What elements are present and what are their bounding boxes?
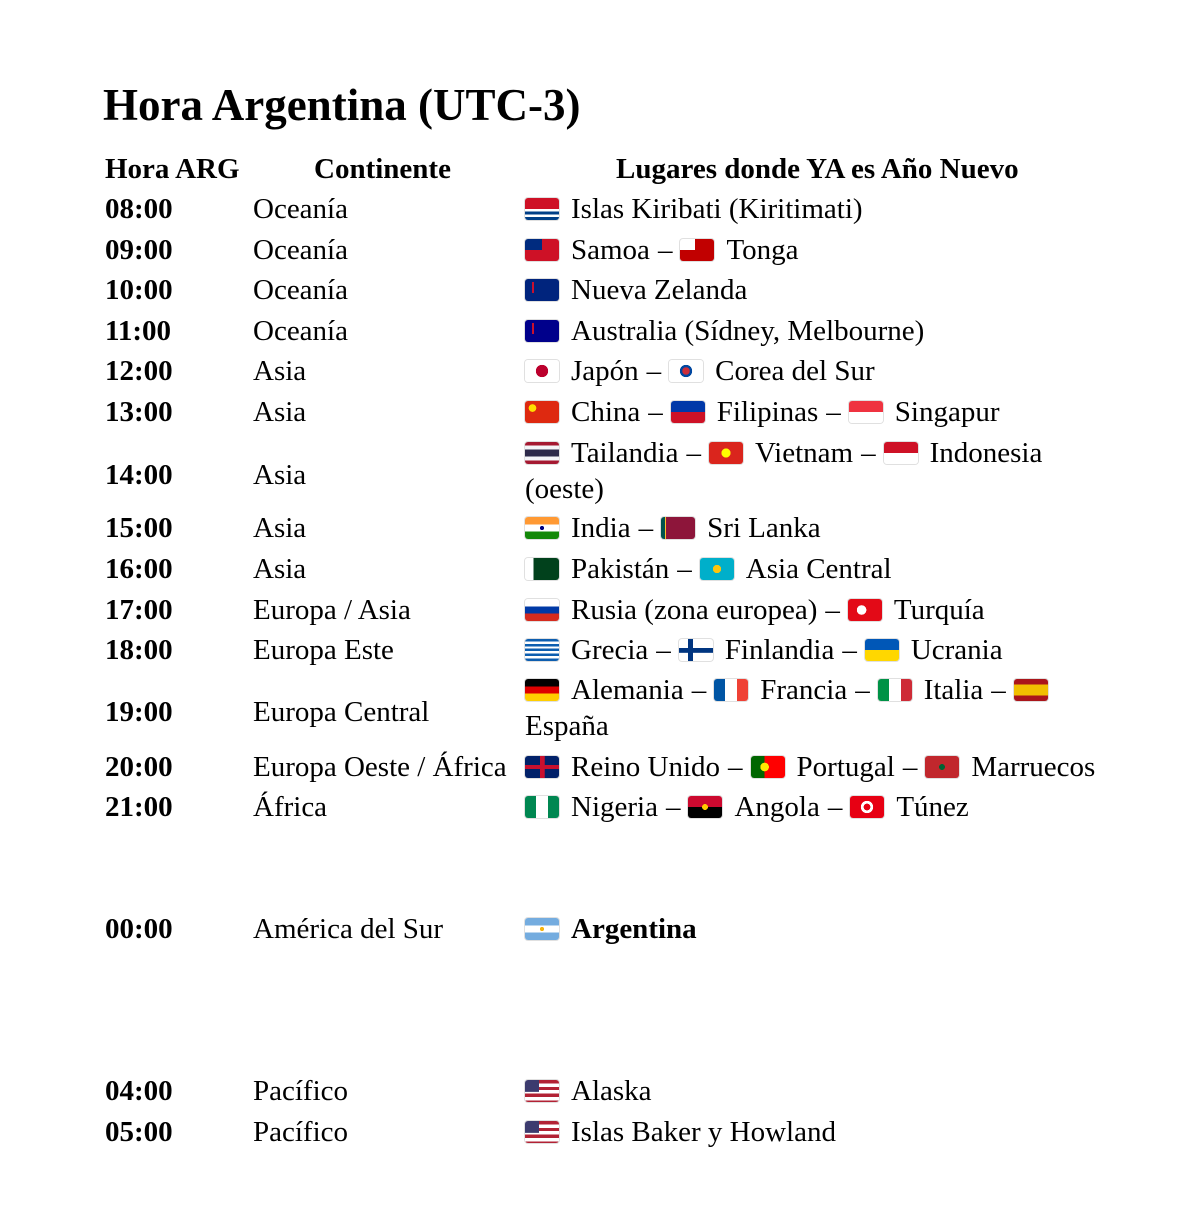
separator: – [638,512,654,544]
separator: – [686,437,701,469]
separator: – [902,751,918,783]
continent-cell: Europa Este [253,634,394,666]
place-name: Angola [734,791,820,823]
time-cell: 14:00 [105,459,173,491]
flag-australia-icon [525,320,559,342]
page-title: Hora Argentina (UTC-3) [103,80,581,130]
places-cell [525,232,1185,268]
continent-cell: Pacífico [253,1075,349,1107]
continent-cell: Asia [253,553,307,585]
flag-germany-icon [525,679,559,701]
continent-cell: Europa / Asia [253,594,411,626]
time-cell: 13:00 [105,396,173,428]
continent-cell: Europa Oeste / África [253,751,507,783]
flag-thailand-icon [525,442,559,464]
flag-samoa-icon [525,239,559,261]
flag-nigeria-icon [525,796,559,818]
continent-cell: Pacífico [253,1116,349,1148]
places-cell [525,911,1185,947]
places-cell [525,394,1185,430]
flag-argentina-icon [525,918,559,940]
flag-tunisia-icon [850,796,884,818]
place-name: India [571,512,631,544]
places-cell [525,272,1185,308]
place-name: Turquía [893,594,985,626]
flag-japan-icon [525,360,559,382]
place-name: Corea del Sur [715,355,875,387]
flag-italy-icon [878,679,912,701]
flag-china-icon [525,401,559,423]
flag-singapore-icon [849,401,883,423]
place-name: Tailandia [571,437,679,469]
flag-indonesia-icon [884,442,918,464]
separator: – [991,674,1006,706]
separator: – [657,234,673,266]
place-name: Portugal [796,751,895,783]
separator: – [656,634,671,666]
place-name: Samoa [571,234,650,266]
place-name: Australia (Sídney, Melbourne) [571,315,925,347]
separator: – [825,594,840,626]
place-name: Islas Kiribati (Kiritimati) [571,193,863,225]
separator: – [648,396,663,428]
flag-morocco-icon [925,756,959,778]
flag-greece-icon [525,639,559,661]
place-name: China [571,396,641,428]
places-cell [525,435,1125,507]
time-cell: 21:00 [105,791,173,823]
place-name: Indonesia (oeste) [525,437,1043,505]
places-cell [525,672,1125,744]
continent-cell: Asia [253,396,307,428]
continent-cell: Oceanía [253,234,348,266]
separator: – [855,674,870,706]
place-name: Japón [571,355,639,387]
continent-cell: Oceanía [253,274,348,306]
place-name: Singapur [894,396,1000,428]
place-name: Islas Baker y Howland [571,1116,836,1148]
time-cell: 08:00 [105,193,173,225]
flag-france-icon [714,679,748,701]
continent-cell: Asia [253,355,307,387]
flag-russia-icon [525,599,559,621]
continent-cell: Oceanía [253,315,348,347]
time-cell: 00:00 [105,913,173,945]
places-cell [525,632,1185,668]
continent-cell: América del Sur [253,913,444,945]
places-cell [525,353,1185,389]
time-cell: 18:00 [105,634,173,666]
time-cell: 17:00 [105,594,173,626]
place-name: Sri Lanka [707,512,821,544]
places-cell [525,551,1185,587]
flag-united-states-icon [525,1121,559,1143]
places-cell [525,1073,1185,1109]
time-cell: 05:00 [105,1116,173,1148]
flag-angola-icon [688,796,722,818]
place-name: Finlandia [724,634,835,666]
separator: – [728,751,743,783]
flag-portugal-icon [751,756,785,778]
place-name: Alaska [571,1075,652,1107]
place-name: Francia [760,674,848,706]
continent-cell: Asia [253,459,307,491]
flag-united-kingdom-icon [525,756,559,778]
continent-cell: Oceanía [253,193,348,225]
separator: – [677,553,692,585]
continent-cell: Asia [253,512,307,544]
time-cell: 12:00 [105,355,173,387]
places-cell [525,592,1185,628]
time-cell: 15:00 [105,512,173,544]
flag-ukraine-icon [865,639,899,661]
separator: – [691,674,707,706]
flag-south-korea-icon [669,360,703,382]
flag-vietnam-icon [709,442,743,464]
time-cell: 09:00 [105,234,173,266]
place-name: Marruecos [971,751,1096,783]
flag-philippines-icon [671,401,705,423]
flag-pakistan-icon [525,558,559,580]
place-name: Tonga [726,234,799,266]
separator: – [826,396,841,428]
separator: – [646,355,662,387]
separator: – [665,791,681,823]
flag-kiribati-icon [525,198,559,220]
separator: – [861,437,876,469]
flag-kazakhstan-icon [700,558,734,580]
time-cell: 16:00 [105,553,173,585]
separator: – [842,634,857,666]
place-name: Túnez [896,791,969,823]
header-continent: Continente [314,153,451,185]
header-time: Hora ARG [105,153,240,185]
place-name: Ucrania [910,634,1003,666]
flag-sri-lanka-icon [661,517,695,539]
places-cell [525,313,1185,349]
places-cell [525,1114,1185,1150]
place-name: Grecia [571,634,649,666]
place-name: Pakistán [571,553,670,585]
time-cell: 10:00 [105,274,173,306]
places-cell [525,510,1185,546]
time-cell: 11:00 [105,315,172,347]
time-cell: 04:00 [105,1075,173,1107]
place-name: Nigeria [571,791,658,823]
flag-turkey-icon [848,599,882,621]
flag-india-icon [525,517,559,539]
continent-cell: África [253,791,328,823]
place-name: Rusia (zona europea) [571,594,818,626]
continent-cell: Europa Central [253,696,430,728]
places-cell [525,789,1185,825]
place-name: Asia Central [745,553,892,585]
place-name: Alemania [571,674,684,706]
flag-united-states-icon [525,1080,559,1102]
place-name: Italia [923,674,984,706]
separator: – [827,791,843,823]
header-places: Lugares donde YA es Año Nuevo [616,153,1019,185]
place-name: Nueva Zelanda [571,274,748,306]
places-cell [525,749,1185,785]
place-name: Filipinas [716,396,819,428]
flag-finland-icon [679,639,713,661]
place-name: Argentina [571,913,697,945]
flag-spain-icon [1014,679,1048,701]
flag-new-zealand-icon [525,279,559,301]
place-name: Reino Unido [571,751,721,783]
flag-tonga-icon [680,239,714,261]
place-name: España [525,710,609,742]
time-cell: 20:00 [105,751,173,783]
places-cell [525,191,1185,227]
place-name: Vietnam [754,437,854,469]
time-cell: 19:00 [105,696,173,728]
